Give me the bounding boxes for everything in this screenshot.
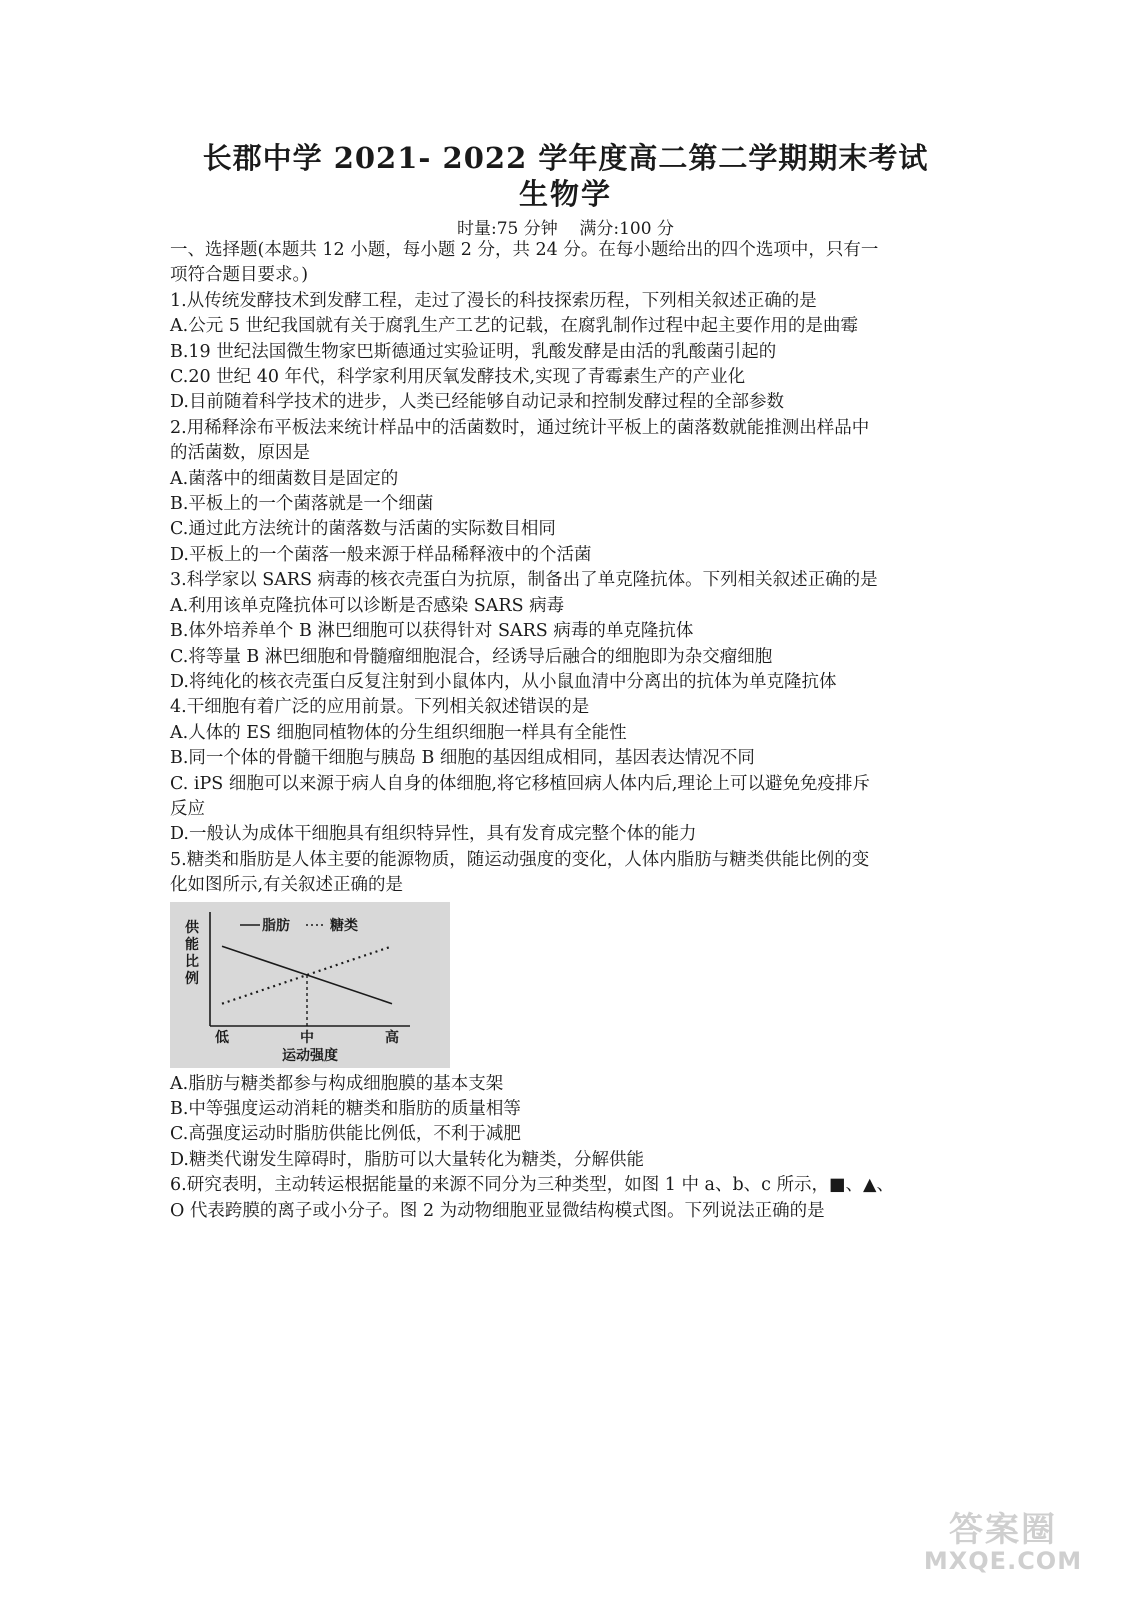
- q1-option-c: C.20 世纪 40 年代，科学家利用厌氧发酵技术,实现了青霉素生产的产业化: [170, 367, 746, 388]
- x-tick-label: 高: [385, 1029, 399, 1046]
- x-axis-label: 运动强度: [282, 1047, 338, 1064]
- exam-subject: 生物学: [518, 177, 612, 211]
- q4-option-d: D.一般认为成体干细胞具有组织特异性，具有发育成完整个体的能力: [170, 824, 697, 845]
- q2-option-c: C.通过此方法统计的菌落数与活菌的实际数目相同: [170, 519, 556, 540]
- exam-meta: [0, 214, 1131, 239]
- q2-stem: 2.用稀释涂布平板法来统计样品中的活菌数时，通过统计平板上的菌落数就能推测出样品中: [170, 417, 870, 438]
- q4-option-a: A.人体的 ES 细胞同植物体的分生组织细胞一样具有全能性: [170, 722, 627, 743]
- q5-stem: 5.糖类和脂肪是人体主要的能源物质，随运动强度的变化，人体内脂肪与糖类供能比例的变: [170, 849, 870, 870]
- q4-stem: 4.干细胞有着广泛的应用前景。下列相关叙述错误的是: [170, 697, 590, 718]
- q5-option-b: B.中等强度运动消耗的糖类和脂肪的质量相等: [170, 1098, 521, 1119]
- q4-option-c-cont: 反应: [170, 798, 205, 819]
- q5-option-c: C.高强度运动时脂肪供能比例低，不利于减肥: [170, 1124, 521, 1145]
- y-axis-label-char: 供: [185, 919, 199, 936]
- q5-option-a: A.脂肪与糖类都参与构成细胞膜的基本支架: [170, 1073, 504, 1094]
- y-axis-label-char: 例: [185, 970, 199, 987]
- q4-option-b: B.同一个体的骨髓干细胞与胰岛 B 细胞的基因组成相同，基因表达情况不同: [170, 748, 755, 769]
- q3-option-b: B.体外培养单个 B 淋巴细胞可以获得针对 SARS 病毒的单克隆抗体: [170, 621, 694, 642]
- q3-option-a: A.利用该单克隆抗体可以诊断是否感染 SARS 病毒: [170, 595, 565, 616]
- q2-stem-cont: 的活菌数，原因是: [170, 443, 310, 464]
- q6-stem: 6.研究表明，主动转运根据能量的来源不同分为三种类型，如图 1 中 a、b、c 所示，■、▲、: [170, 1175, 895, 1196]
- q1-option-a: A.公元 5 世纪我国就有关于腐乳生产工艺的记载，在腐乳制作过程中起主要作用的是曲霉: [170, 316, 858, 337]
- watermark-logo-text: 答案圈: [949, 1510, 1057, 1550]
- chart-series: [222, 946, 392, 1026]
- q3-option-c: C.将等量 B 淋巴细胞和骨髓瘤细胞混合，经诱导后融合的细胞即为杂交瘤细胞: [170, 646, 773, 667]
- q2-option-d: D.平板上的一个菌落一般来源于样品稀释液中的个活菌: [170, 544, 592, 565]
- q1-option-b: B.19 世纪法国微生物家巴斯德通过实验证明，乳酸发酵是由活的乳酸菌引起的: [170, 341, 777, 362]
- y-axis-label: [185, 919, 200, 987]
- watermark-domain: MXQE.COM: [923, 1547, 1083, 1575]
- legend-sugar-label: 糖类: [330, 917, 358, 934]
- q5-option-d: D.糖类代谢发生障碍时，脂肪可以大量转化为糖类，分解供能: [170, 1149, 644, 1170]
- full-score: 满分:100 分: [579, 219, 674, 239]
- y-axis-label-char: 能: [185, 936, 199, 953]
- time-limit: 时量:75 分钟: [457, 219, 558, 239]
- x-tick-labels: [215, 1029, 399, 1046]
- q1-option-d: D.目前随着科学技术的进步，人类已经能够自动记录和控制发酵过程的全部参数: [170, 392, 784, 413]
- exam-body: [170, 238, 970, 1224]
- y-axis-label-char: 比: [185, 953, 199, 970]
- q5-stem-cont: 化如图所示,有关叙述正确的是: [170, 875, 404, 896]
- q4-option-c: C. iPS 细胞可以来源于病人自身的体细胞,将它移植回病人体内后,理论上可以避免免疫排斥: [170, 773, 870, 794]
- q6-stem-cont: O 代表跨膜的离子或小分子。图 2 为动物细胞亚显微结构模式图。下列说法正确的是: [170, 1200, 825, 1221]
- q1-stem: 1.从传统发酵技术到发酵工程，走过了漫长的科技探索历程，下列相关叙述正确的是: [170, 290, 817, 311]
- x-tick-label: 中: [300, 1029, 314, 1046]
- energy-ratio-chart: [170, 902, 450, 1068]
- section-heading: 一、选择题(本题共 12 小题，每小题 2 分，共 24 分。在每小题给出的四个选项中，只有一: [170, 240, 879, 260]
- q3-option-d: D.将纯化的核衣壳蛋白反复注射到小鼠体内，从小鼠血清中分离出的抗体为单克隆抗体: [170, 671, 837, 692]
- q2-option-b: B.平板上的一个菌落就是一个细菌: [170, 494, 434, 515]
- q2-option-a: A.菌落中的细菌数目是固定的: [170, 468, 399, 489]
- legend-fat-label: 脂肪: [262, 917, 290, 934]
- site-watermark: [913, 1512, 1093, 1578]
- q3-stem: 3.科学家以 SARS 病毒的核衣壳蛋白为抗原，制备出了单克隆抗体。下列相关叙述正确的是: [170, 570, 878, 591]
- section-heading-cont: 项符合题目要求。): [170, 265, 309, 286]
- chart-svg: [170, 902, 450, 1068]
- x-tick-label: 低: [215, 1029, 229, 1046]
- exam-title: 长郡中学 2021- 2022 学年度高二第二学期期末考试: [202, 141, 929, 175]
